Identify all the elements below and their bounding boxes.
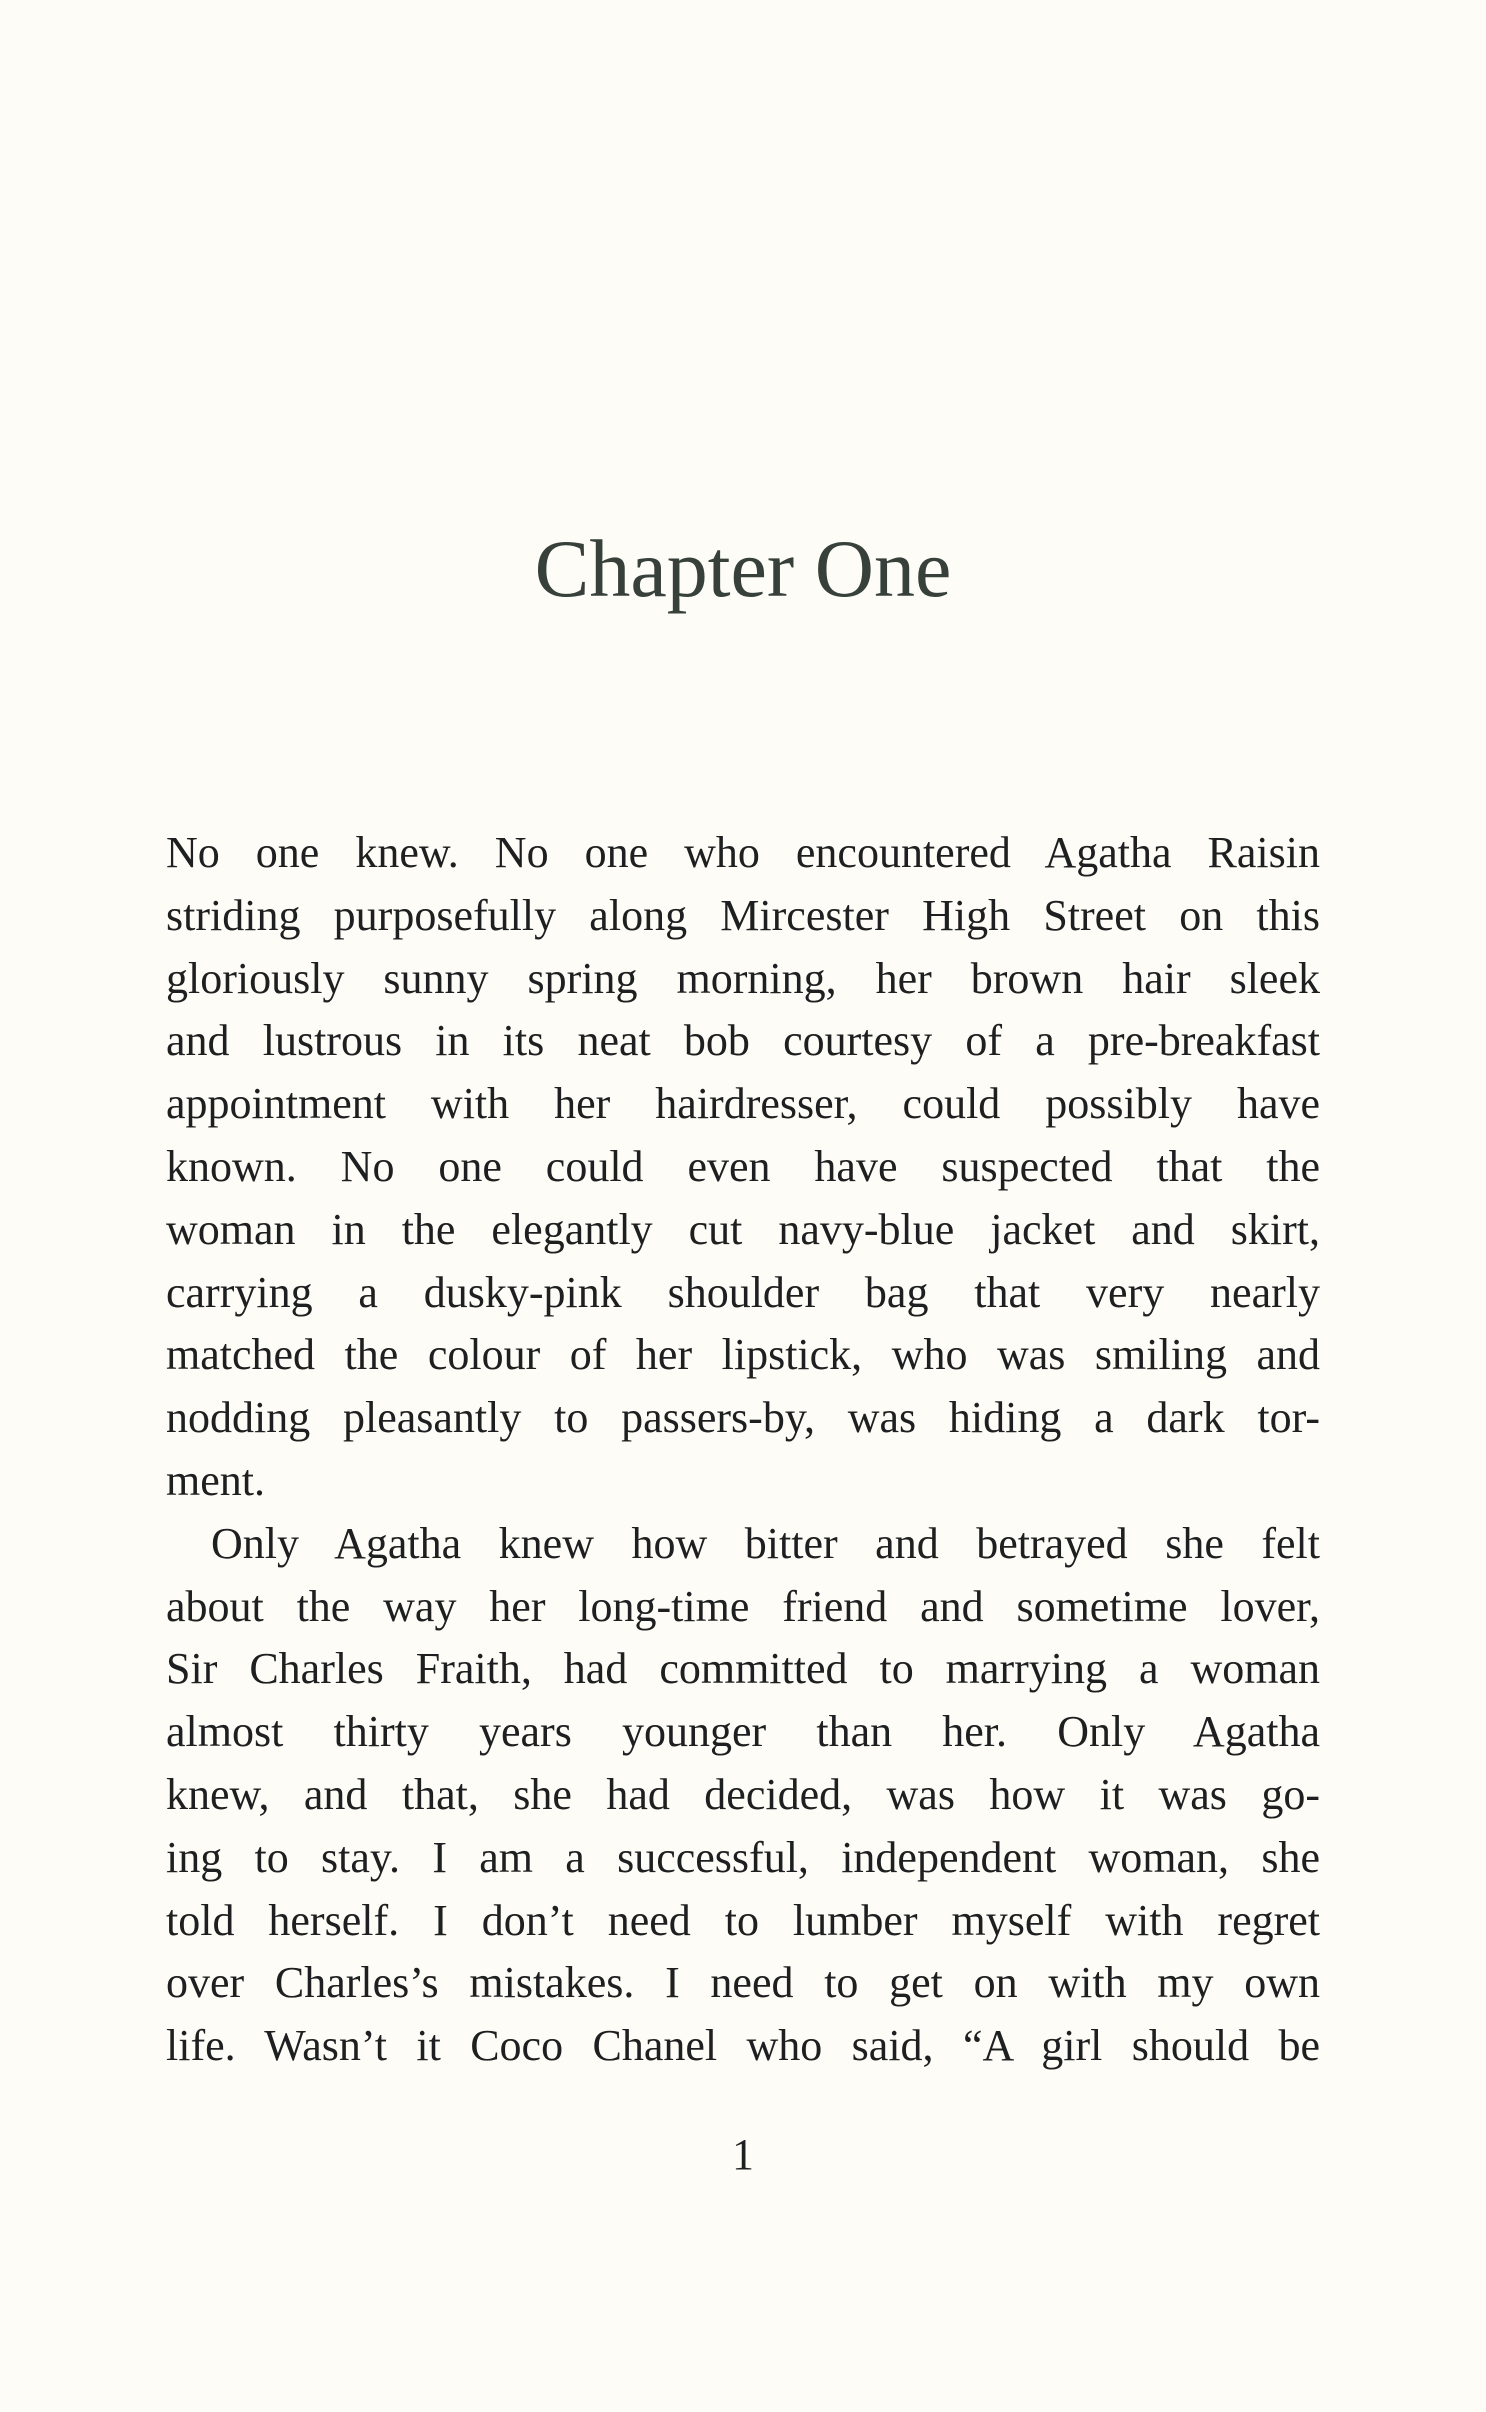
text-line: about the way her long-time friend and sometime lover, — [166, 1581, 1320, 1631]
body-text — [166, 822, 1320, 2078]
text-line: told herself. I don’t need to lumber myself with regret — [166, 1895, 1320, 1945]
text-line: nodding pleasantly to passers-by, was hiding a dark tor- — [166, 1393, 1320, 1443]
text-line: ing to stay. I am a successful, independent woman, she — [166, 1832, 1320, 1882]
text-line: matched the colour of her lipstick, who was smiling and — [166, 1330, 1320, 1380]
text-line: No one knew. No one who encountered Agatha Raisin — [166, 828, 1320, 877]
text-line: life. Wasn’t it Coco Chanel who said, “A girl should be — [166, 2021, 1320, 2071]
text-line: almost thirty years younger than her. Only Agatha — [166, 1707, 1320, 1757]
text-line: appointment with her hairdresser, could possibly have — [166, 1079, 1320, 1129]
paragraph-2 — [166, 1513, 1320, 2078]
chapter-title: Chapter One — [534, 523, 952, 614]
text-line: striding purposefully along Mircester High Street on this — [166, 890, 1320, 940]
text-line: carrying a dusky-pink shoulder bag that very nearly — [166, 1267, 1320, 1317]
page-number: 1 — [732, 2130, 754, 2179]
text-line: ment. — [166, 1455, 265, 1505]
text-line: over Charles’s mistakes. I need to get on with my own — [166, 1958, 1320, 2008]
text-line: known. No one could even have suspected that the — [166, 1141, 1320, 1191]
text-line: Only Agatha knew how bitter and betrayed she felt — [211, 1518, 1320, 1568]
text-line: gloriously sunny spring morning, her brown hair sleek — [166, 953, 1320, 1003]
text-line: Sir Charles Fraith, had committed to marrying a woman — [166, 1644, 1320, 1694]
text-line: woman in the elegantly cut navy-blue jacket and skirt, — [166, 1204, 1320, 1254]
text-line: knew, and that, she had decided, was how it was go- — [166, 1769, 1320, 1819]
paragraph-1 — [166, 822, 1320, 1513]
text-line: and lustrous in its neat bob courtesy of a pre-breakfast — [166, 1016, 1320, 1066]
